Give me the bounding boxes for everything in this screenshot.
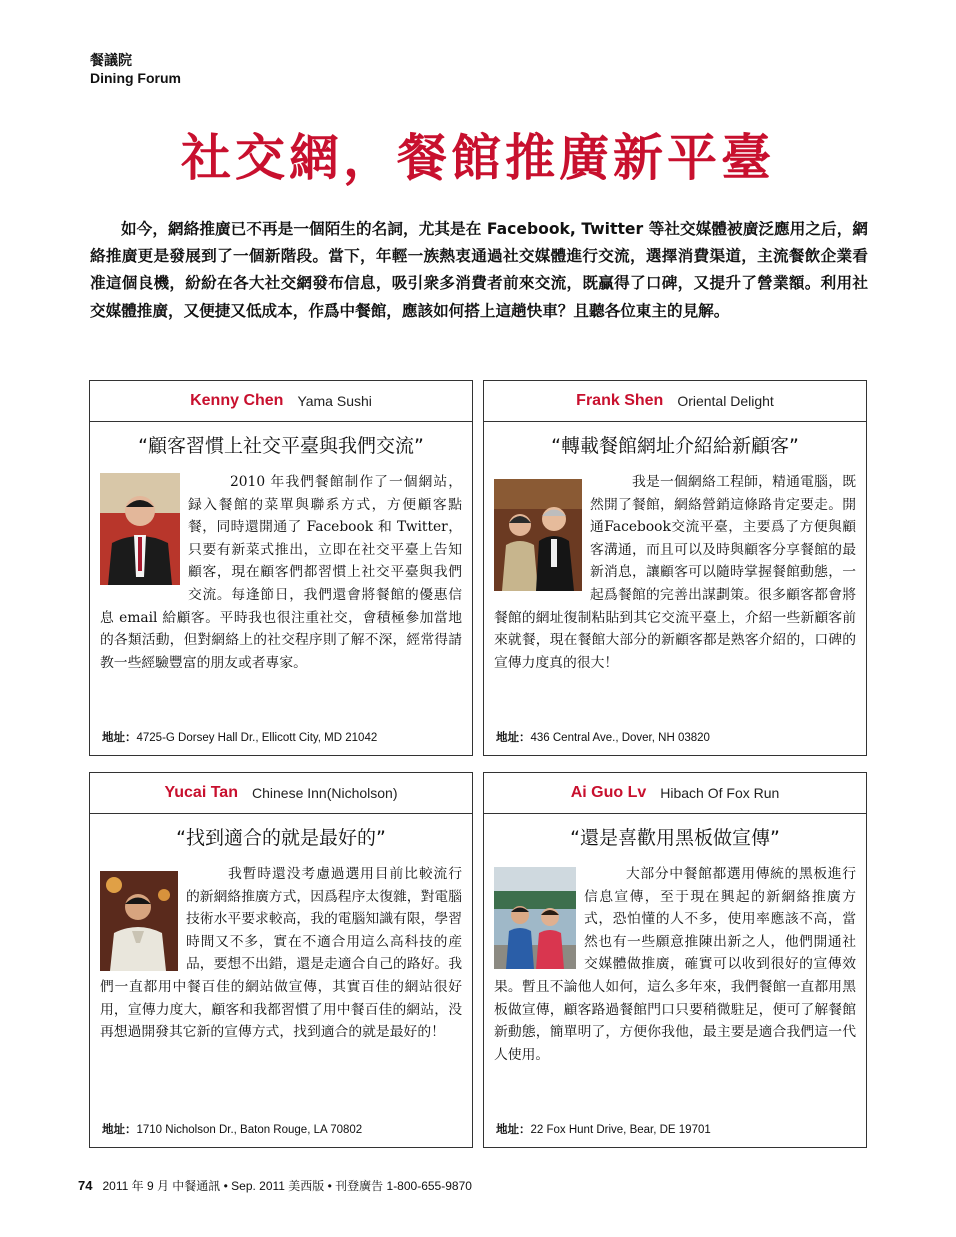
restaurant-name: Yama Sushi: [297, 393, 372, 409]
owner-name: Frank Shen: [576, 392, 664, 409]
restaurant-name: Chinese Inn(Nicholson): [251, 785, 398, 801]
address-label: 地址：: [496, 732, 531, 744]
owner-photo: [494, 867, 576, 969]
address-label: 地址：: [102, 732, 137, 744]
card-body: [100, 863, 462, 1044]
page-number: 74: [78, 1178, 93, 1193]
card-body-text: 我是一個網絡工程師，精通電腦，既然開了餐館，網絡營銷這條路肯定要走。開通Facebook交流平臺，主要爲了方便與顧客溝通，而且可以及時與顧客分享餐館的最新消息，讓顧客可以隨時掌握餐館動態，一起爲餐館的完善出謀劃策。很多顧客都會將餐館的網址復制粘貼到其它交流平臺上，介紹一些新顧客前來就餐，現在餐館大部分的新顧客都是熟客介紹的，口碑的宣傳力度真的很大！: [494, 474, 856, 671]
restaurant-name: Hibach Of Fox Run: [660, 785, 780, 801]
owner-photo: [100, 473, 180, 585]
address-value: 1710 Nicholson Dr., Baton Rouge, LA 70802: [136, 1124, 363, 1136]
address: [102, 1121, 362, 1137]
pull-quote: “轉載餐館網址介紹給新顧客”: [551, 435, 799, 457]
owner-name: Kenny Chen: [190, 392, 284, 409]
section-label-zh: 餐議院: [90, 53, 132, 69]
card-body: [100, 471, 462, 674]
card-header: [484, 381, 866, 422]
pull-quote: “顧客習慣上社交平臺與我們交流”: [138, 435, 424, 457]
address: [496, 1121, 711, 1137]
intro-paragraph: 如今，網絡推廣已不再是一個陌生的名詞，尤其是在 Facebook, Twitter 等社交媒體被廣泛應用之后，網絡推廣更是發展到了一個新階段。當下，年輕一族熱衷通過社交媒體進行交流，選擇消費渠道，主流餐飲企業看准這個良機，紛紛在各大社交網發布信息，吸引衆多消費者前來交流，既贏得了口碑，又提升了營業額。利用社交媒體推廣，又便捷又低成本，作爲中餐館，應該如何搭上這趟快車？且聽各位東主的見解。: [90, 220, 868, 320]
restaurant-name: Oriental Delight: [677, 393, 774, 409]
address-value: 22 Fox Hunt Drive, Bear, DE 19701: [530, 1124, 711, 1136]
card-header: [90, 381, 472, 422]
address-label: 地址：: [102, 1124, 137, 1136]
address-value: 436 Central Ave., Dover, NH 03820: [530, 732, 710, 744]
interview-card-frank-shen: [483, 380, 867, 756]
address-value: 4725-G Dorsey Hall Dr., Ellicott City, MD 21042: [136, 732, 378, 744]
interview-card-yucai-tan: [89, 772, 473, 1148]
address: [102, 729, 377, 745]
owner-photo: [100, 871, 178, 971]
card-header: [484, 773, 866, 814]
interview-card-ai-guo-lv: [483, 772, 867, 1148]
page-footer: [78, 1177, 472, 1194]
address-label: 地址：: [496, 1124, 531, 1136]
footer-text: 2011 年 9 月 中餐通訊 • Sep. 2011 美西版 • 刊登廣告 1-800-655-9870: [102, 1179, 472, 1193]
pull-quote: “還是喜歡用黑板做宣傳”: [570, 827, 780, 849]
owner-name: Yucai Tan: [164, 784, 238, 801]
card-body: [494, 471, 856, 674]
owner-name: Ai Guo Lv: [570, 784, 647, 801]
card-body-text: 2010 年我們餐館制作了一個網站，録入餐館的菜單與聯系方式，方便顧客點餐，同時還開通了 Facebook 和 Twitter，只要有新菜式推出，立即在社交平臺上告知顧客，現在顧客們都習慣上社交平臺與我們交流。每逢節日，我們還會將餐館的優惠信息 email 給顧客。平時我也很注重社交，會積極參加當地的各類活動，但對網絡上的社交程序則了解不深，經常得請教一些經驗豐富的朋友或者專家。: [100, 474, 462, 671]
page-title: 社交網，餐館推廣新平臺: [181, 128, 775, 187]
address: [496, 729, 710, 745]
section-label-en: Dining Forum: [90, 70, 181, 86]
card-body-text: 我暫時還没考慮過選用目前比較流行的新網絡推廣方式，因爲程序太復雜，對電腦技術水平要求較高，我的電腦知識有限，學習時間又不多，實在不適合用這么高科技的産品，要想不出錯，還是走適合自己的路好。我們一直都用中餐百佳的網站做宣傳，其實百佳的網站很好用，宣傳力度大，顧客和我都習慣了用中餐百佳的網站，没再想過開發其它新的宣傳方式，找到適合的就是最好的！: [100, 866, 462, 1041]
card-body-text: 大部分中餐館都選用傳統的黑板進行信息宣傳，至于現在興起的新網絡推廣方式，恐怕懂的人不多，使用率應該不高，當然也有一些願意推陳出新之人，他們開通社交媒體做推廣，確實可以收到很好的宣傳效果。暫且不論他人如何，這么多年來，我們餐館一直都用黑板做宣傳，顧客路過餐館門口只要稍微駐足，便可了解餐館新動態，簡單明了，方便你我他，最主要是適合我們這一代人使用。: [494, 866, 856, 1063]
interview-card-kenny-chen: [89, 380, 473, 756]
card-header: [90, 773, 472, 814]
pull-quote: “找到適合的就是最好的”: [176, 827, 386, 849]
owner-photo: [494, 479, 582, 591]
card-body: [494, 863, 856, 1066]
